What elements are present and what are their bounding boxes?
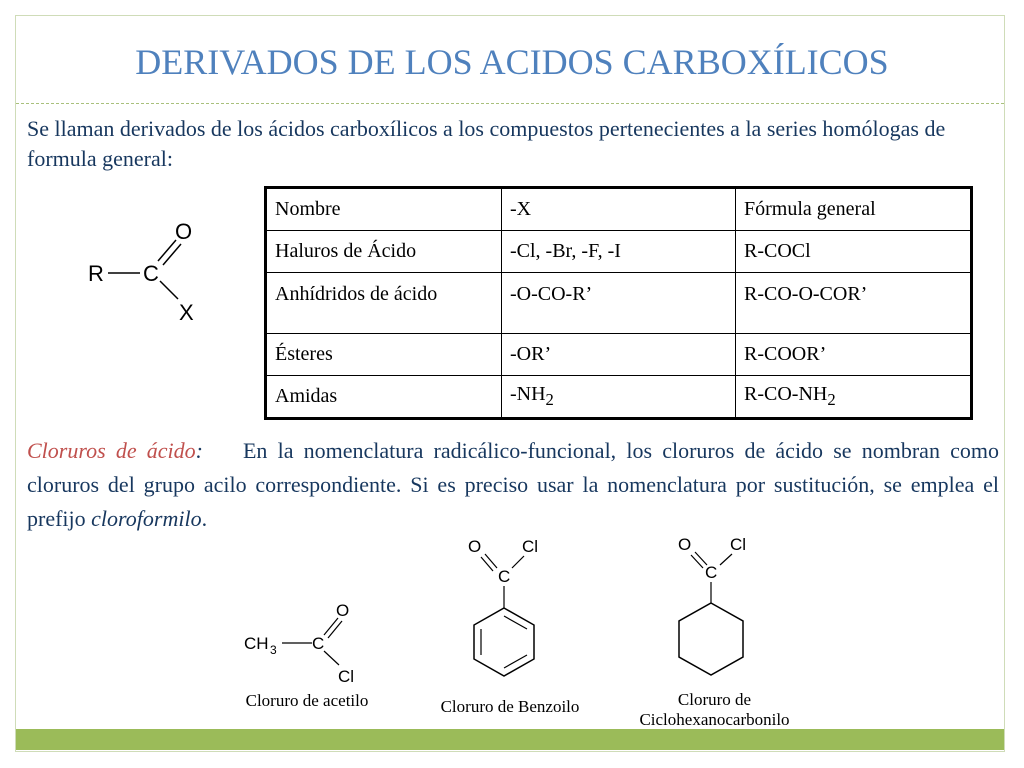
bond-c-x — [160, 281, 178, 299]
cell-formula: R-COCl — [736, 231, 972, 273]
benzene-ring — [474, 608, 534, 676]
cyclohexane-ring — [679, 603, 743, 675]
cyclo-cl: Cl — [730, 535, 747, 554]
benzoyl-cl: Cl — [522, 537, 539, 556]
cell-x: -OR’ — [502, 334, 736, 376]
paragraph-end: . — [201, 506, 208, 531]
benzoyl-chloride-structure — [450, 530, 570, 705]
caption-benzoyl: Cloruro de Benzoilo — [440, 697, 580, 716]
header-x: -X — [502, 188, 736, 231]
general-formula-structure — [80, 215, 210, 330]
benzene-inner-1 — [504, 616, 527, 629]
formula-x: X — [179, 300, 194, 325]
caption-cyclohexane — [612, 690, 817, 730]
double-bond-2 — [163, 244, 181, 265]
benzoyl-double-2 — [481, 557, 493, 571]
cyclohexanecarbonyl-chloride-structure — [660, 530, 770, 680]
benzoyl-double-1 — [485, 554, 497, 568]
footer-bar — [16, 729, 1004, 750]
formula-r: R — [88, 261, 104, 286]
cell-formula: $R-CO-NH_2$ — [736, 376, 972, 419]
benzoyl-c: C — [498, 567, 511, 586]
cell-nombre: Amidas — [266, 376, 502, 419]
acetyl-c: C — [312, 634, 325, 653]
acetyl-o: O — [336, 601, 350, 620]
cell-formula: R-CO-O-COR’ — [736, 273, 972, 334]
cell-x: -O-CO-R’ — [502, 273, 736, 334]
paragraph-colon: : — [195, 438, 203, 463]
caption-cyclohexane-line2: Ciclohexanocarbonilo — [639, 710, 790, 729]
table-header-row — [266, 188, 972, 231]
paragraph-heading: Cloruros de ácido — [27, 438, 196, 463]
acetyl-double-1 — [324, 618, 338, 635]
title-divider — [16, 103, 1004, 104]
caption-cyclohexane-line1: Cloruro de — [677, 690, 752, 709]
table-row — [266, 273, 972, 334]
cyclo-o: O — [678, 535, 692, 554]
cyclo-c: C — [705, 563, 718, 582]
formula-o: O — [175, 219, 193, 244]
benzoyl-o: O — [468, 537, 482, 556]
acetyl-chloride-structure — [240, 595, 370, 690]
caption-acetyl: Cloruro de acetilo — [245, 691, 369, 710]
derivatives-table — [264, 186, 973, 420]
paragraph-body: En la nomenclatura radicálico-funcional, los cloruros de ácido se nombran como cloruros del grupo acilo correspondiente. Si es preciso usar la nomenclatura por sustitución, se emplea el prefijo — [27, 438, 999, 531]
table-row — [266, 334, 972, 376]
intro-text: Se llaman derivados de los ácidos carboxílicos a los compuestos pertenecientes a la series homólogas de formula general: — [27, 116, 946, 171]
cyclo-bond-c-cl — [720, 554, 732, 565]
cell-x: $-NH_2$ — [502, 376, 736, 419]
benzene-inner-2 — [504, 655, 527, 668]
formula-c: C — [143, 261, 159, 286]
acid-chloride-paragraph — [27, 434, 999, 536]
cell-nombre: Haluros de Ácido — [266, 231, 502, 273]
acetyl-bond-c-cl — [324, 651, 339, 665]
cell-nombre: Anhídridos de ácido — [266, 273, 502, 334]
paragraph-prefix: cloroformilo — [91, 506, 202, 531]
acetyl-cl: Cl — [338, 667, 355, 686]
acetyl-ch: CH — [244, 634, 269, 653]
table-row — [266, 376, 972, 419]
header-formula: Fórmula general — [736, 188, 972, 231]
slide-title: DERIVADOS DE LOS ACIDOS CARBOXÍLICOS — [135, 42, 889, 82]
cell-formula: R-COOR’ — [736, 334, 972, 376]
acetyl-double-2 — [328, 621, 342, 638]
cyclo-double-2 — [691, 555, 703, 568]
benzoyl-bond-c-cl — [512, 556, 524, 568]
cell-nombre: Ésteres — [266, 334, 502, 376]
header-nombre: Nombre — [266, 188, 502, 231]
cell-x: -Cl, -Br, -F, -I — [502, 231, 736, 273]
double-bond-1 — [158, 240, 176, 261]
table-row — [266, 231, 972, 273]
acetyl-sub: 3 — [270, 643, 277, 657]
